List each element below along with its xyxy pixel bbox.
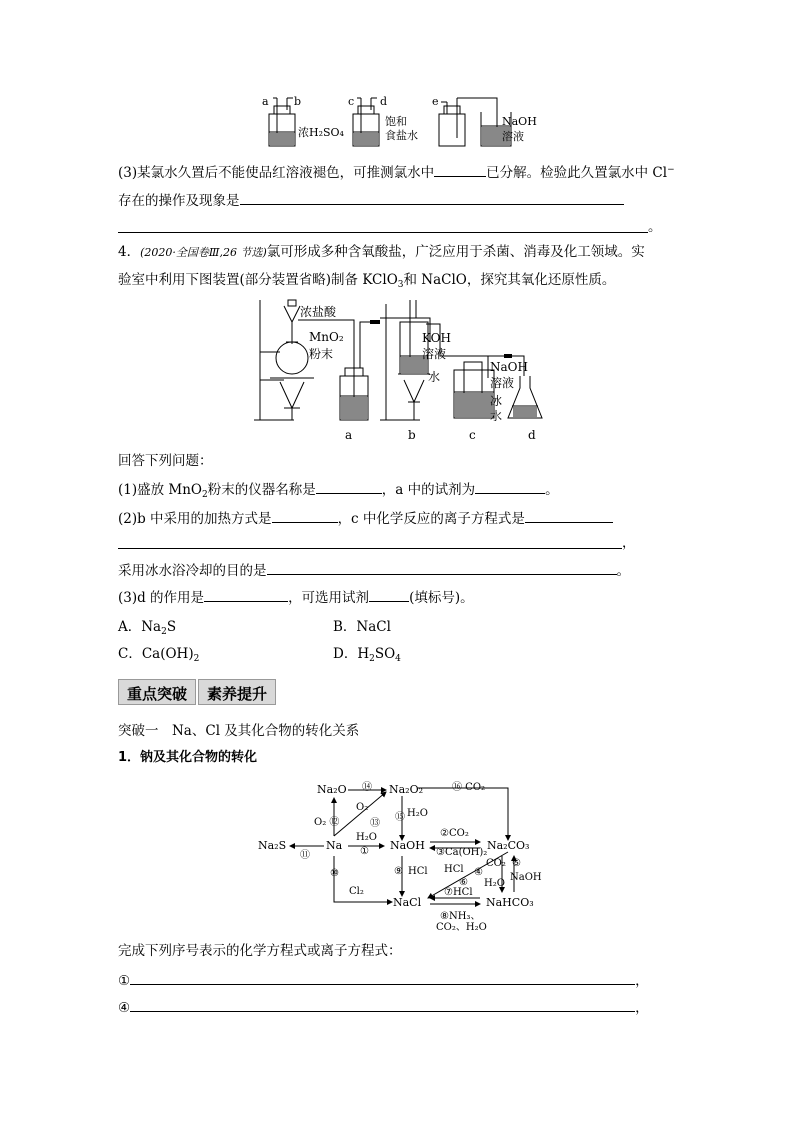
q3-blank-1[interactable] — [434, 162, 486, 177]
q4-2-blank-3[interactable] — [267, 560, 617, 575]
q3-line-1: (3)某氯水久置后不能使品红溶液褪色，可推测氯水中 已分解。检验此久置氯水中 Cl− — [118, 162, 675, 182]
eq-4-blank[interactable] — [130, 997, 635, 1012]
fig-ice-2: 水 — [490, 409, 503, 423]
answer-prompt: 回答下列问题： — [118, 453, 213, 469]
node-na2o: Na₂O — [317, 783, 347, 796]
fig-label-c: c — [469, 428, 476, 442]
fig-koh-1: KOH — [422, 331, 451, 345]
fig-hcl: 浓盐酸 — [300, 305, 337, 319]
node-na: Na — [326, 839, 343, 852]
q4-2-blank-1[interactable] — [272, 508, 338, 523]
q4-part-2-cooling: 采用冰水浴冷却的目的是 。 — [118, 560, 630, 580]
node-nacl: NaCl — [393, 896, 422, 909]
q4-part-1: (1)盛放 MnO$_2$粉末的仪器名称是 ，a 中的试剂为 。 — [118, 479, 559, 499]
q4-2-blank-2[interactable] — [525, 508, 613, 523]
option-b[interactable]: B．NaCl — [333, 619, 391, 635]
tube-label-c: c — [348, 95, 355, 108]
fig-mno2-1: MnO₂ — [309, 330, 344, 344]
tube-label-d: d — [380, 95, 388, 108]
tube-label-a: a — [262, 95, 269, 108]
q4-2-answer-line[interactable] — [118, 548, 622, 549]
q4-3-blank-2[interactable] — [369, 587, 409, 602]
q4-part-2: (2)b 中采用的加热方式是 ，c 中化学反应的离子方程式是 — [118, 508, 613, 528]
item-1-title: 1．钠及其化合物的转化 — [118, 750, 258, 765]
q4-1-blank-2[interactable] — [475, 479, 545, 494]
node-na2s: Na₂S — [258, 839, 287, 852]
eq-4-row: ④ ， — [118, 997, 649, 1017]
fig-label-d: d — [528, 428, 536, 442]
tube-label-b: b — [294, 95, 302, 108]
q3-answer-line[interactable] — [118, 232, 648, 233]
eq-1-blank[interactable] — [130, 970, 635, 985]
q4-part-3: (3)d 的作用是 ，可选用试剂 (填标号)。 — [118, 587, 474, 607]
tube-label-e: e — [432, 95, 439, 108]
q3-line-2: 存在的操作及现象是 — [118, 190, 624, 210]
node-na2o2: Na₂O₂ — [389, 783, 424, 796]
fig-ice-1: 冰 — [490, 394, 503, 408]
fig-water: 水 — [428, 370, 441, 384]
q4-1-blank-1[interactable] — [316, 479, 382, 494]
section-title-2: 素养提升 — [198, 679, 276, 705]
bottle-label-h2so4: 浓H₂SO₄ — [298, 126, 344, 139]
fig-mno2-2: 粉末 — [309, 347, 334, 361]
instruction: 完成下列序号表示的化学方程式或离子方程式： — [118, 943, 402, 959]
section-header — [118, 679, 278, 705]
bottle-label-brine-1: 饱和 — [385, 115, 407, 128]
beaker-label-naoh-2: 溶液 — [502, 130, 524, 143]
node-na2co3: Na₂CO₃ — [487, 839, 530, 852]
fig-naoh-1: NaOH — [490, 360, 528, 374]
q3-blank-2[interactable] — [240, 190, 624, 205]
fig-koh-2: 溶液 — [422, 347, 447, 361]
beaker-label-naoh-1: NaOH — [502, 115, 537, 128]
q4-3-blank-1[interactable] — [204, 587, 288, 602]
option-a[interactable]: A．$Na_2S$ — [118, 619, 177, 637]
node-naoh: NaOH — [390, 839, 425, 852]
node-nahco3: NaHCO₃ — [486, 896, 534, 909]
section-title-1: 重点突破 — [118, 679, 196, 705]
fig-naoh-2: 溶液 — [490, 376, 515, 390]
q4-line-1: 4．(2020·全国卷Ⅲ,26 节选)氯可形成多种含氧酸盐，广泛应用于杀菌、消毒及化工领域。实 — [118, 244, 645, 260]
fig-label-b: b — [408, 428, 416, 442]
eq-1-row: ① ， — [118, 970, 649, 990]
bottle-label-brine-2: 食盐水 — [385, 129, 418, 142]
option-d[interactable]: D．$H_2SO_4$ — [333, 646, 401, 664]
fig-label-a: a — [345, 428, 353, 442]
breakthrough-title: 突破一 Na、Cl 及其化合物的转化关系 — [118, 723, 360, 739]
option-c[interactable]: C．$Ca(OH)_2$ — [118, 646, 200, 664]
q4-line-2: 验室中利用下图装置(部分装置省略)制备 KClO$_3$和 NaClO，探究其氧化还原性质。 — [118, 272, 616, 290]
